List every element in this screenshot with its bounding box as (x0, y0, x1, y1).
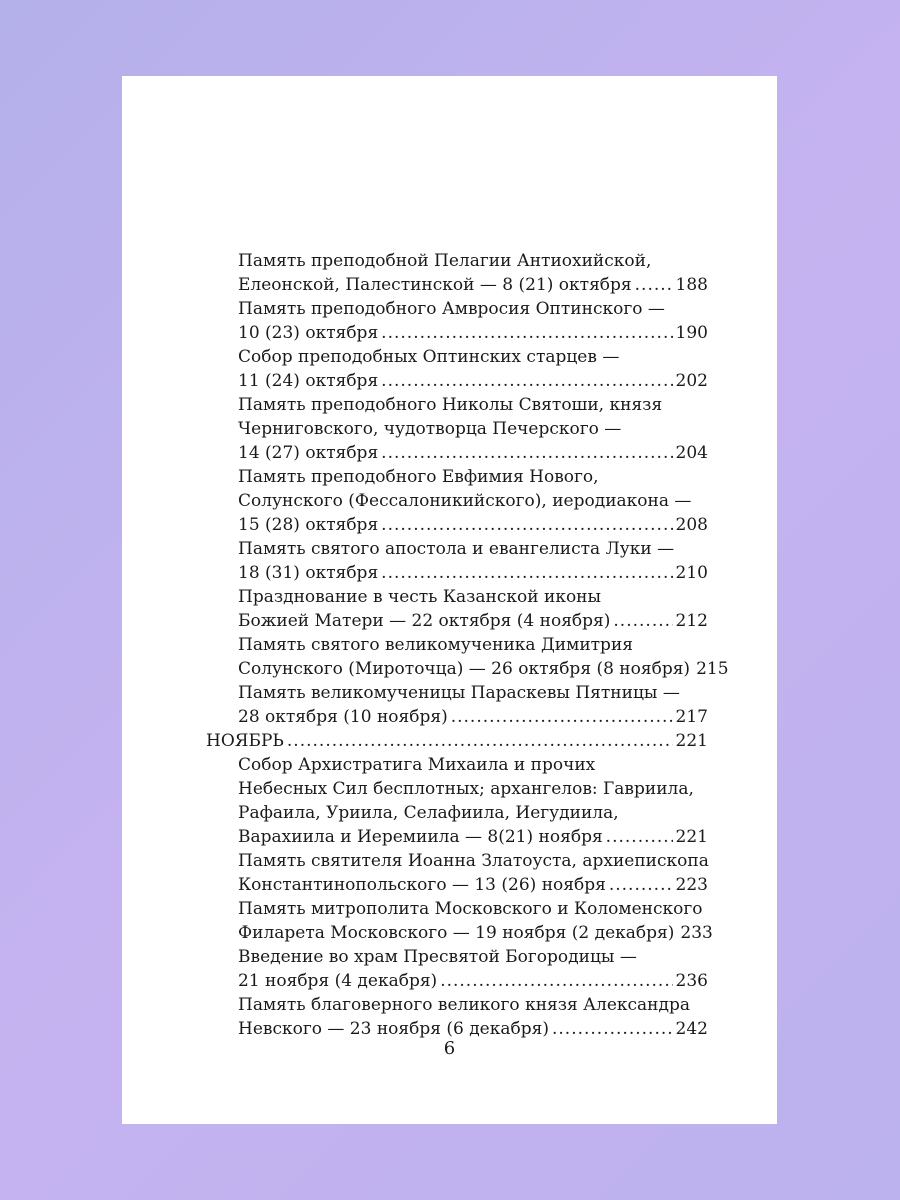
toc-entry-text: Варахиила и Иеремиила — 8(21) ноября (238, 827, 603, 847)
toc-entry-text: Филарета Московского — 19 ноября (2 декабря) (238, 923, 675, 943)
toc-page-number: 208 (675, 515, 708, 535)
toc-entry-line: Введение во храм Пресвятой Богородицы — (238, 947, 637, 967)
toc-entry-line: Собор Архистратига Михаила и прочих (238, 755, 596, 775)
toc-entry-line (238, 561, 708, 585)
toc-entry-line: Память святого великомученика Димитрия (238, 635, 633, 655)
toc-entry-text: 15 (28) октября (238, 515, 379, 535)
toc-leader-dots (381, 369, 672, 393)
toc-entry-line: Память митрополита Московского и Коломенского (238, 899, 703, 919)
toc-entry-text: Константинопольского — 13 (26) ноября (238, 875, 606, 895)
toc-leader-dots (381, 561, 672, 585)
toc-entry-text: 21 ноября (4 декабря) (238, 971, 438, 991)
toc-page-number: 210 (675, 563, 708, 583)
toc-leader-dots (381, 321, 672, 345)
toc-entry-text: Невского — 23 ноября (6 декабря) (238, 1019, 549, 1039)
toc-entry-line (238, 369, 708, 393)
toc-entry-line: Небесных Сил бесплотных; архангелов: Гавриила, (238, 779, 694, 799)
toc-page-number: 204 (675, 443, 708, 463)
book-page (122, 76, 777, 1124)
toc-entry-line (238, 657, 729, 681)
toc-entry-line (238, 513, 708, 537)
toc-entry-line: Память преподобной Пелагии Антиохийской, (238, 251, 652, 271)
toc-leader-dots (287, 729, 673, 753)
toc-entry-line (238, 921, 713, 945)
toc-page-number: 242 (675, 1019, 708, 1039)
toc-entry-line: Рафаила, Уриила, Селафиила, Иегудиила, (238, 803, 619, 823)
toc-leader-dots (613, 609, 672, 633)
toc-page-number: 221 (675, 827, 708, 847)
toc-page-number: 202 (675, 371, 708, 391)
toc-entry-line (238, 705, 708, 729)
toc-section-heading (206, 729, 708, 753)
toc-entry-text: Божией Матери — 22 октября (4 ноября) (238, 611, 611, 631)
toc-leader-dots (381, 513, 672, 537)
toc-entry-text: 11 (24) октября (238, 371, 379, 391)
toc-entry-line (238, 609, 708, 633)
toc-entry-line: Празднование в честь Казанской иконы (238, 587, 602, 607)
page-number: 6 (443, 1038, 456, 1059)
toc-leader-dots (440, 969, 672, 993)
toc-page-number: 190 (675, 323, 708, 343)
toc-entry-line: Память великомученицы Параскевы Пятницы — (238, 683, 680, 703)
toc-page-number: 188 (675, 275, 708, 295)
toc-leader-dots (606, 825, 673, 849)
toc-entry-text: Елеонской, Палестинской — 8 (21) октября (238, 275, 632, 295)
toc-entry-line (238, 321, 708, 345)
toc-entry-text: 28 октября (10 ноября) (238, 707, 448, 727)
toc-entry-line: Память святого апостола и евангелиста Луки — (238, 539, 675, 559)
toc-entry-line (238, 873, 708, 897)
toc-entry-text: 18 (31) октября (238, 563, 379, 583)
toc-page-number: 236 (675, 971, 708, 991)
toc-page-number: 215 (696, 659, 729, 679)
toc-page-number: 223 (675, 875, 708, 895)
toc-entry-line: Черниговского, чудотворца Печерского — (238, 419, 622, 439)
toc-entry-line: Память преподобного Евфимия Нового, (238, 467, 599, 487)
toc-entry-line (238, 273, 708, 297)
toc-entry-line: Память преподобного Николы Святоши, князя (238, 395, 663, 415)
toc-entry-text: Солунского (Мироточца) — 26 октября (8 ноября) (238, 659, 691, 679)
toc-entry-line: Память благоверного великого князя Александра (238, 995, 690, 1015)
toc-entry-text: НОЯБРЬ (206, 731, 284, 751)
toc-entry-line: Солунского (Фессалоникийского), иеродиакона — (238, 491, 692, 511)
toc-leader-dots (635, 273, 673, 297)
toc-entry-line: Память святителя Иоанна Златоуста, архиепископа (238, 851, 709, 871)
toc-entry-line (238, 441, 708, 465)
toc-leader-dots (609, 873, 673, 897)
toc-leader-dots (451, 705, 673, 729)
toc-entry-line: Собор преподобных Оптинских старцев — (238, 347, 620, 367)
toc-entry-line (238, 825, 708, 849)
toc-page-number: 217 (675, 707, 708, 727)
toc-page-number: 233 (680, 923, 713, 943)
toc-page-number: 221 (675, 731, 708, 751)
toc-entry-text: 10 (23) октября (238, 323, 379, 343)
toc-entry-line: Память преподобного Амвросия Оптинского — (238, 299, 665, 319)
toc-entry-line (238, 969, 708, 993)
toc-entry-text: 14 (27) октября (238, 443, 379, 463)
toc-page-number: 212 (675, 611, 708, 631)
toc-leader-dots (381, 441, 672, 465)
